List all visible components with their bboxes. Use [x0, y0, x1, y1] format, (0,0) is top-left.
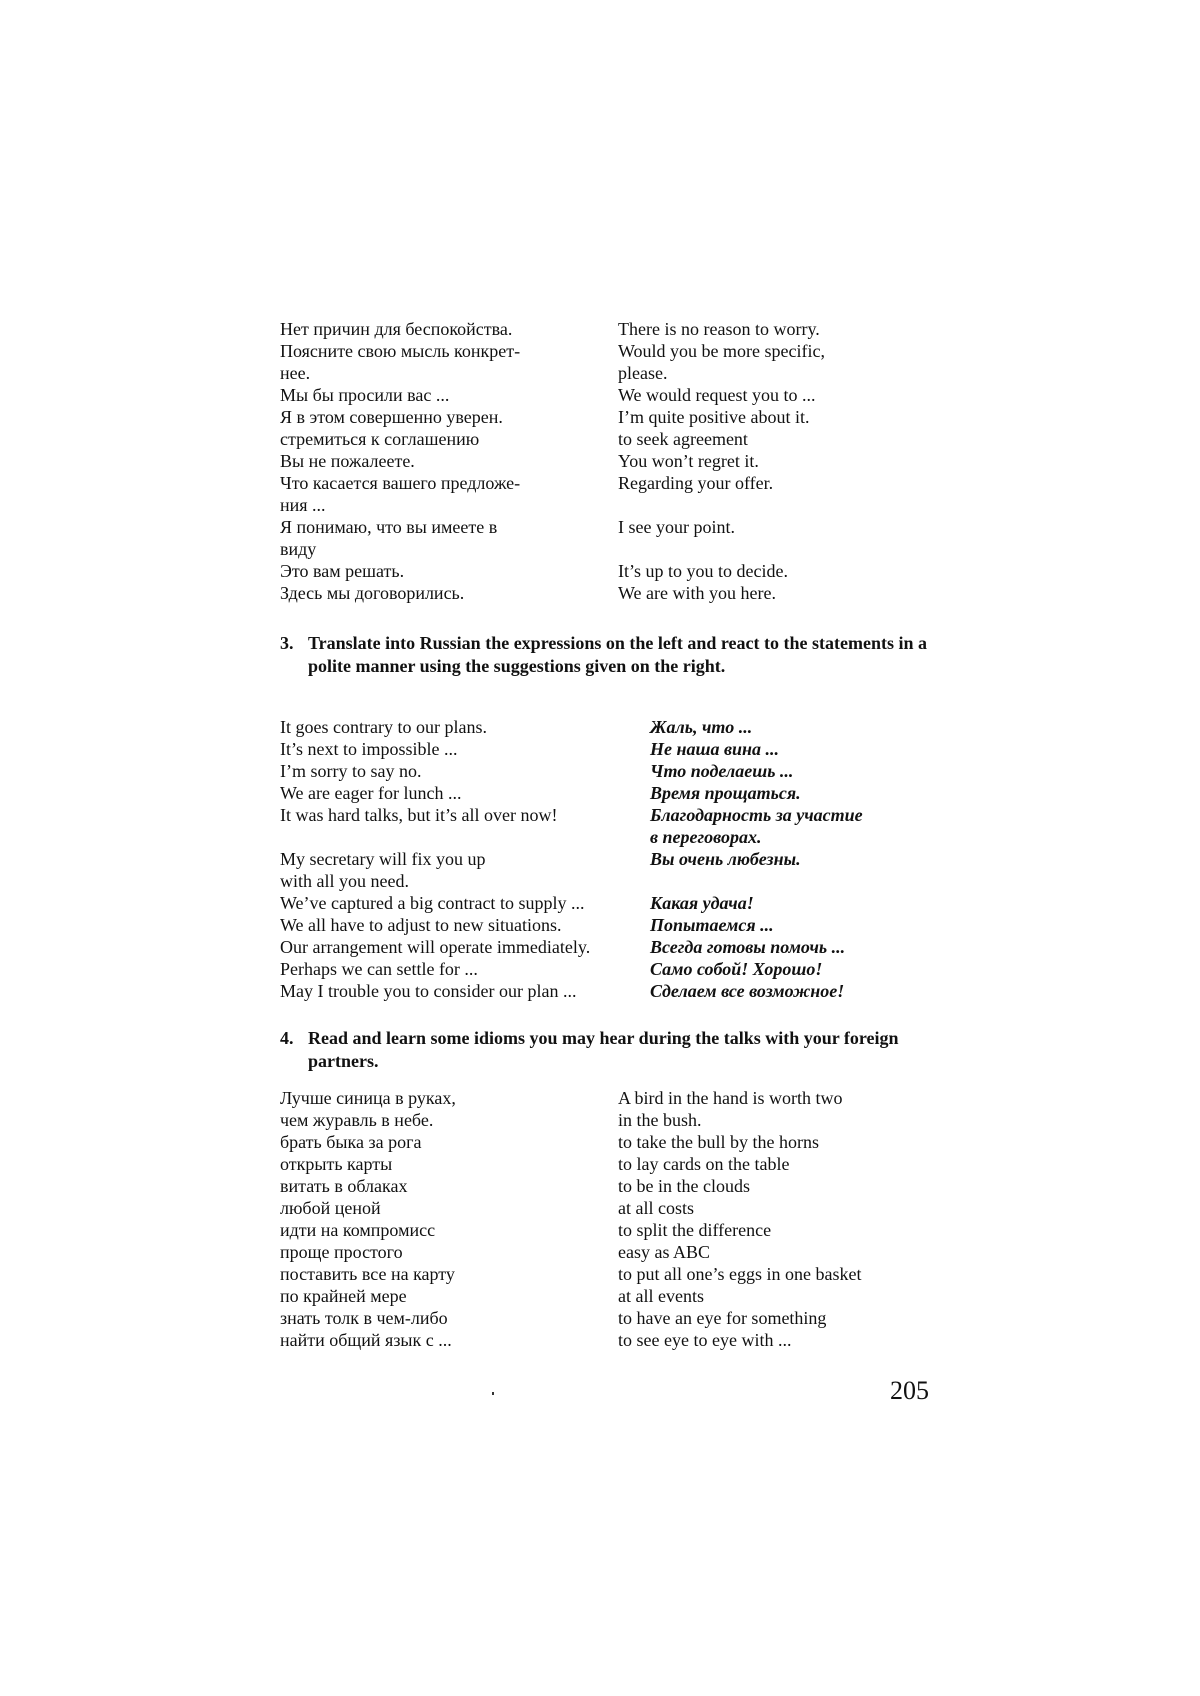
text-line: Would you be more specific,	[618, 341, 825, 361]
text-line: Это вам решать.	[280, 561, 405, 581]
idioms-table	[280, 1087, 940, 1351]
translation-phrase	[618, 1307, 940, 1329]
table-row	[280, 936, 940, 958]
source-phrase	[280, 892, 650, 914]
table-row	[280, 516, 940, 560]
phrase-pairs-section	[280, 318, 940, 604]
source-phrase	[280, 318, 618, 340]
source-phrase	[280, 582, 618, 604]
source-phrase	[280, 450, 618, 472]
translation-phrase	[650, 738, 940, 760]
translation-phrase	[618, 582, 940, 604]
text-line: Здесь мы договорились.	[280, 583, 465, 603]
text-line: Жаль, что ...	[650, 717, 753, 737]
table-row	[280, 560, 940, 582]
text-line: поставить все на карту	[280, 1264, 455, 1284]
text-line: to have an eye for something	[618, 1308, 827, 1328]
translation-phrase	[618, 1329, 940, 1351]
text-line: Regarding your offer.	[618, 473, 774, 493]
exercise-4-heading	[280, 1027, 940, 1073]
text-line: Какая удача!	[650, 893, 754, 913]
exercise-instruction: Read and learn some idioms you may hear during the talks with your foreign partners.	[308, 1028, 899, 1071]
text-line: Что касается вашего предложе-	[280, 473, 521, 493]
source-phrase	[280, 406, 618, 428]
text-line: Мы бы просили вас ...	[280, 385, 450, 405]
text-line: easy as ABC	[618, 1242, 710, 1262]
text-line: Благодарность за участие	[650, 805, 863, 825]
text-line: We are eager for lunch ...	[280, 783, 462, 803]
text-line: по крайней мере	[280, 1286, 407, 1306]
text-line: A bird in the hand is worth two	[618, 1088, 843, 1108]
text-line: We’ve captured a big contract to supply ...	[280, 893, 585, 913]
translation-phrase	[650, 760, 940, 782]
source-phrase	[280, 716, 650, 738]
text-line: Perhaps we can settle for ...	[280, 959, 478, 979]
table-row	[280, 738, 940, 760]
text-line: to lay cards on the table	[618, 1154, 790, 1174]
text-line: Нет причин для беспокойства.	[280, 319, 513, 339]
source-phrase	[280, 1307, 618, 1329]
text-line: I’m sorry to say no.	[280, 761, 422, 781]
translation-phrase	[618, 1263, 940, 1285]
translation-phrase	[618, 318, 940, 340]
text-line: to seek agreement	[618, 429, 748, 449]
translation-phrase	[618, 1175, 940, 1197]
table-row	[280, 384, 940, 406]
text-line: Our arrangement will operate immediately.	[280, 937, 591, 957]
translation-phrase	[618, 472, 940, 494]
text-line: Поясните свою мысль конкрет-	[280, 341, 521, 361]
table-row	[280, 1307, 940, 1329]
table-row	[280, 1197, 940, 1219]
text-line: to be in the clouds	[618, 1176, 750, 1196]
text-line: стремиться к соглашению	[280, 429, 480, 449]
translation-phrase	[618, 1285, 940, 1307]
source-phrase	[280, 1153, 618, 1175]
phrase-pairs-table	[280, 318, 940, 604]
text-line: ния ...	[280, 495, 326, 515]
translation-phrase	[618, 406, 940, 428]
source-phrase	[280, 782, 650, 804]
translation-phrase	[618, 560, 940, 582]
table-row	[280, 914, 940, 936]
table-row	[280, 450, 940, 472]
text-line: витать в облаках	[280, 1176, 408, 1196]
text-line: May I trouble you to consider our plan ...	[280, 981, 577, 1001]
text-line: виду	[280, 539, 317, 559]
table-row	[280, 428, 940, 450]
translation-phrase	[618, 1131, 940, 1153]
translation-phrase	[618, 1219, 940, 1241]
text-line: I’m quite positive about it.	[618, 407, 810, 427]
table-row	[280, 472, 940, 516]
text-line: please.	[618, 363, 668, 383]
exercise-3-heading	[280, 632, 940, 678]
translation-phrase	[618, 1241, 940, 1263]
text-line: чем журавль в небе.	[280, 1110, 434, 1130]
source-phrase	[280, 980, 650, 1002]
text-line: Сделаем все возможное!	[650, 981, 845, 1001]
source-phrase	[280, 340, 618, 384]
table-row	[280, 804, 940, 848]
print-speck	[492, 1392, 494, 1395]
exercise-instruction: Translate into Russian the expressions on the left and react to the statements in a polite manner using the suggestions given on the right.	[308, 633, 927, 676]
text-line: It’s next to impossible ...	[280, 739, 458, 759]
table-row	[280, 980, 940, 1002]
table-row	[280, 1087, 940, 1131]
table-row	[280, 958, 940, 980]
table-row	[280, 716, 940, 738]
text-line: открыть карты	[280, 1154, 393, 1174]
translation-phrase	[618, 384, 940, 406]
text-line: to see eye to eye with ...	[618, 1330, 792, 1350]
source-phrase	[280, 1219, 618, 1241]
text-line: to put all one’s eggs in one basket	[618, 1264, 862, 1284]
text-line: в переговорах.	[650, 827, 762, 847]
source-phrase	[280, 848, 650, 892]
exercise-number: 4.	[280, 1028, 294, 1048]
text-line: Не наша вина ...	[650, 739, 780, 759]
text-line: at all costs	[618, 1198, 694, 1218]
table-row	[280, 1131, 940, 1153]
text-line: I see your point.	[618, 517, 735, 537]
translation-phrase	[650, 914, 940, 936]
text-line: We would request you to ...	[618, 385, 816, 405]
translation-phrase	[618, 1197, 940, 1219]
text-line: Я в этом совершенно уверен.	[280, 407, 503, 427]
text-line: Попытаемся ...	[650, 915, 774, 935]
source-phrase	[280, 804, 650, 826]
text-line: There is no reason to worry.	[618, 319, 820, 339]
source-phrase	[280, 560, 618, 582]
text-line: with all you need.	[280, 871, 409, 891]
text-line: We all have to adjust to new situations.	[280, 915, 562, 935]
source-phrase	[280, 738, 650, 760]
source-phrase	[280, 516, 618, 560]
text-line: любой ценой	[280, 1198, 381, 1218]
page-number: 205	[890, 1376, 929, 1405]
translation-phrase	[650, 804, 940, 848]
table-row	[280, 1175, 940, 1197]
translation-phrase	[618, 1153, 940, 1175]
source-phrase	[280, 1131, 618, 1153]
exercise-4-section	[280, 1087, 940, 1351]
text-line: You won’t regret it.	[618, 451, 759, 471]
text-line: Я понимаю, что вы имеете в	[280, 517, 498, 537]
text-line: Вы очень любезны.	[650, 849, 801, 869]
table-row	[280, 1329, 940, 1351]
source-phrase	[280, 1197, 618, 1219]
translation-phrase	[650, 892, 940, 914]
text-line: It goes contrary to our plans.	[280, 717, 487, 737]
source-phrase	[280, 472, 618, 516]
text-line: My secretary will fix you up	[280, 849, 486, 869]
exercise-number: 3.	[280, 633, 294, 653]
text-line: to split the difference	[618, 1220, 772, 1240]
table-row	[280, 1153, 940, 1175]
translation-phrase	[618, 1087, 940, 1131]
source-phrase	[280, 428, 618, 450]
source-phrase	[280, 914, 650, 936]
source-phrase	[280, 1263, 618, 1285]
source-phrase	[280, 1087, 618, 1131]
source-phrase	[280, 760, 650, 782]
text-line: We are with you here.	[618, 583, 776, 603]
text-line: найти общий язык с ...	[280, 1330, 452, 1350]
translation-phrase	[650, 936, 940, 958]
text-line: идти на компромисс	[280, 1220, 436, 1240]
text-line: проще простого	[280, 1242, 403, 1262]
translation-phrase	[618, 340, 940, 384]
table-row	[280, 848, 940, 892]
source-phrase	[280, 936, 650, 958]
source-phrase	[280, 1285, 618, 1307]
text-line: in the bush.	[618, 1110, 702, 1130]
text-line: брать быка за рога	[280, 1132, 422, 1152]
table-row	[280, 1241, 940, 1263]
text-line: Вы не пожалеете.	[280, 451, 415, 471]
table-row	[280, 892, 940, 914]
text-line: знать толк в чем-либо	[280, 1308, 448, 1328]
translation-phrase	[650, 980, 940, 1002]
table-row	[280, 1285, 940, 1307]
table-row	[280, 760, 940, 782]
translation-phrase	[650, 848, 940, 870]
text-line: to take the bull by the horns	[618, 1132, 819, 1152]
text-line: Само собой! Хорошо!	[650, 959, 823, 979]
translation-phrase	[650, 782, 940, 804]
table-row	[280, 1219, 940, 1241]
text-line: at all events	[618, 1286, 704, 1306]
table-row	[280, 318, 940, 340]
text-line: It’s up to you to decide.	[618, 561, 788, 581]
translation-phrase	[618, 428, 940, 450]
source-phrase	[280, 384, 618, 406]
text-line: Всегда готовы помочь ...	[650, 937, 846, 957]
text-line: It was hard talks, but it’s all over now!	[280, 805, 558, 825]
source-phrase	[280, 1241, 618, 1263]
text-line: Время прощаться.	[650, 783, 801, 803]
translation-phrase	[650, 716, 940, 738]
translation-phrase	[618, 450, 940, 472]
exercise-3-table	[280, 716, 940, 1002]
source-phrase	[280, 958, 650, 980]
table-row	[280, 782, 940, 804]
translation-phrase	[618, 516, 940, 538]
table-row	[280, 406, 940, 428]
table-row	[280, 340, 940, 384]
exercise-3-section	[280, 716, 940, 1002]
text-line: Что поделаешь ...	[650, 761, 794, 781]
text-line: нее.	[280, 363, 311, 383]
source-phrase	[280, 1175, 618, 1197]
table-row	[280, 1263, 940, 1285]
source-phrase	[280, 1329, 618, 1351]
table-row	[280, 582, 940, 604]
text-line: Лучше синица в руках,	[280, 1088, 456, 1108]
translation-phrase	[650, 958, 940, 980]
